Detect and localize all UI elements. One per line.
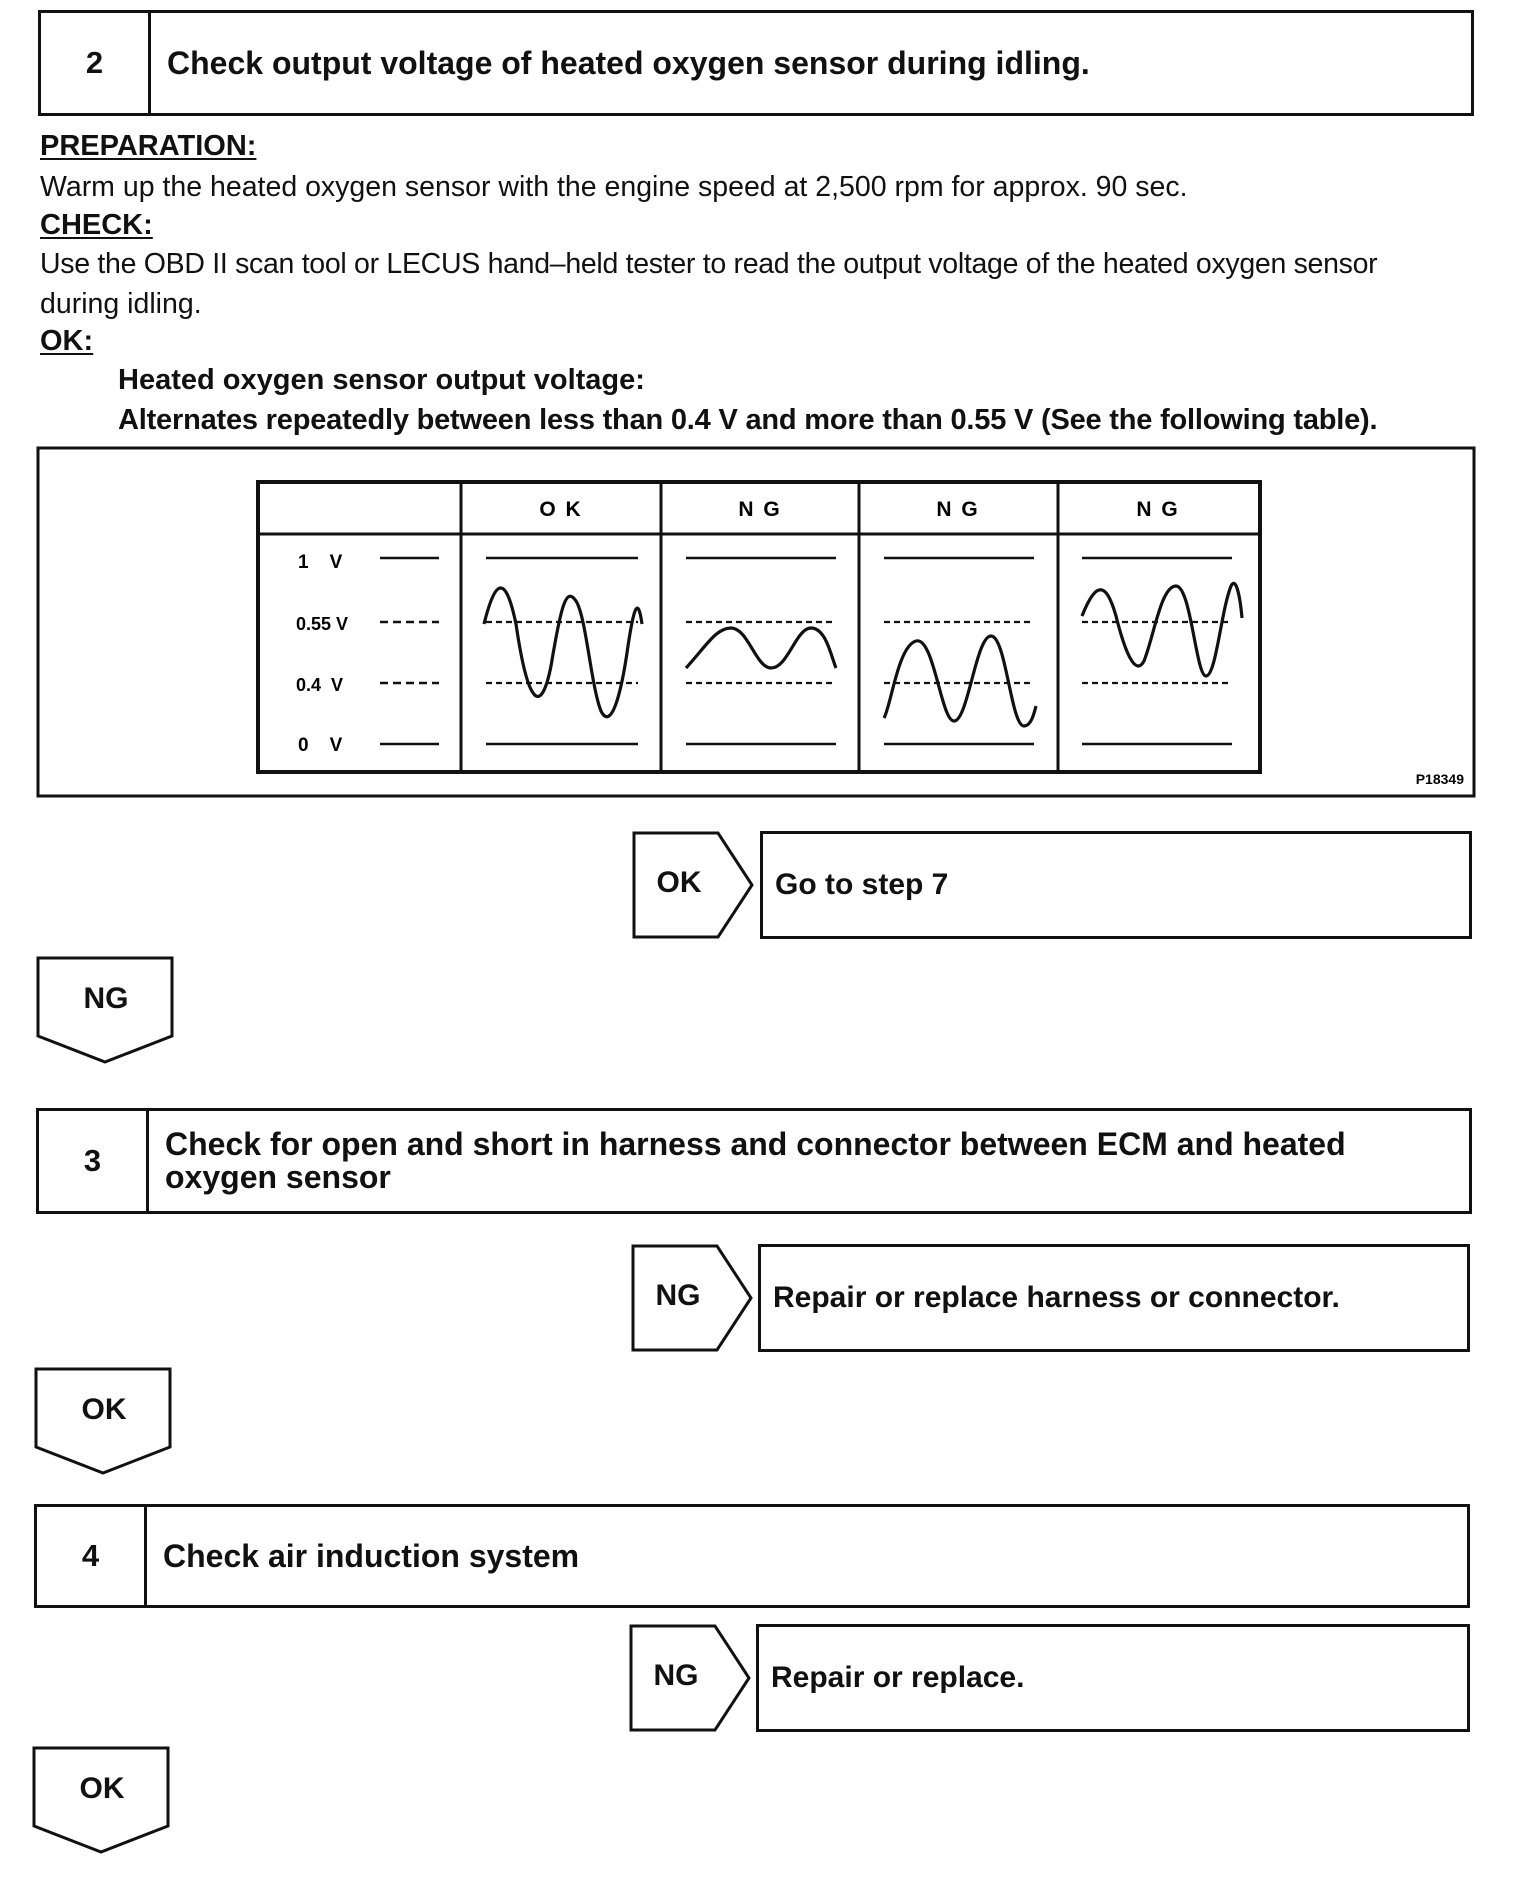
check-text-line2: during idling. xyxy=(40,288,202,320)
col-header-ok: O K xyxy=(539,498,583,521)
step-number: 3 xyxy=(39,1111,149,1211)
col-header-ng-1: N G xyxy=(738,498,782,521)
col-header-ng-3: N G xyxy=(1136,498,1180,521)
step-2-box xyxy=(38,10,1474,116)
ok-down-label-step3: OK xyxy=(81,1393,127,1426)
ok-label: OK: xyxy=(40,325,94,357)
step-title: Check output voltage of heated oxygen sensor during idling. xyxy=(167,44,1090,81)
step-4-box xyxy=(34,1504,1470,1608)
voltage-waveform-figure xyxy=(36,446,1476,798)
check-label: CHECK: xyxy=(40,209,153,241)
ng-arrow-label-step3: NG xyxy=(655,1279,701,1312)
row-label-04v: 0.4 V xyxy=(296,675,344,695)
step-3-box xyxy=(36,1108,1472,1214)
ok-down-label-step4: OK xyxy=(79,1772,125,1805)
result-repair-harness: Repair or replace harness or connector. xyxy=(758,1244,1470,1352)
ng-arrow-label-step4: NG xyxy=(653,1659,699,1692)
result-repair-or-replace: Repair or replace. xyxy=(756,1624,1470,1732)
step-number: 4 xyxy=(37,1507,147,1605)
preparation-label: PREPARATION: xyxy=(40,130,257,162)
spec-line1: Heated oxygen sensor output voltage: xyxy=(118,364,645,396)
preparation-text: Warm up the heated oxygen sensor with the engine speed at 2,500 rpm for approx. 90 sec. xyxy=(40,171,1188,203)
row-label-1v: 1 V xyxy=(298,552,343,573)
step-title: Check air induction system xyxy=(163,1537,580,1574)
ng-down-label-step2: NG xyxy=(83,982,129,1015)
row-label-0v: 0 V xyxy=(298,735,343,756)
step-title: Check for open and short in harness and connector between ECM and heated oxygen sensor xyxy=(165,1126,1346,1195)
check-text-line1: Use the OBD II scan tool or LECUS hand–held tester to read the output voltage of the heated oxygen sensor xyxy=(40,248,1378,280)
figure-id: P18349 xyxy=(1415,771,1464,787)
ok-arrow-label-step2: OK xyxy=(656,866,702,899)
col-header-ng-2: N G xyxy=(936,498,980,521)
spec-line2: Alternates repeatedly between less than 0.4 V and more than 0.55 V (See the following table). xyxy=(118,404,1378,436)
result-go-to-step-7: Go to step 7 xyxy=(760,831,1472,939)
row-label-055v: 0.55 V xyxy=(296,614,349,634)
step-number: 2 xyxy=(41,13,151,113)
